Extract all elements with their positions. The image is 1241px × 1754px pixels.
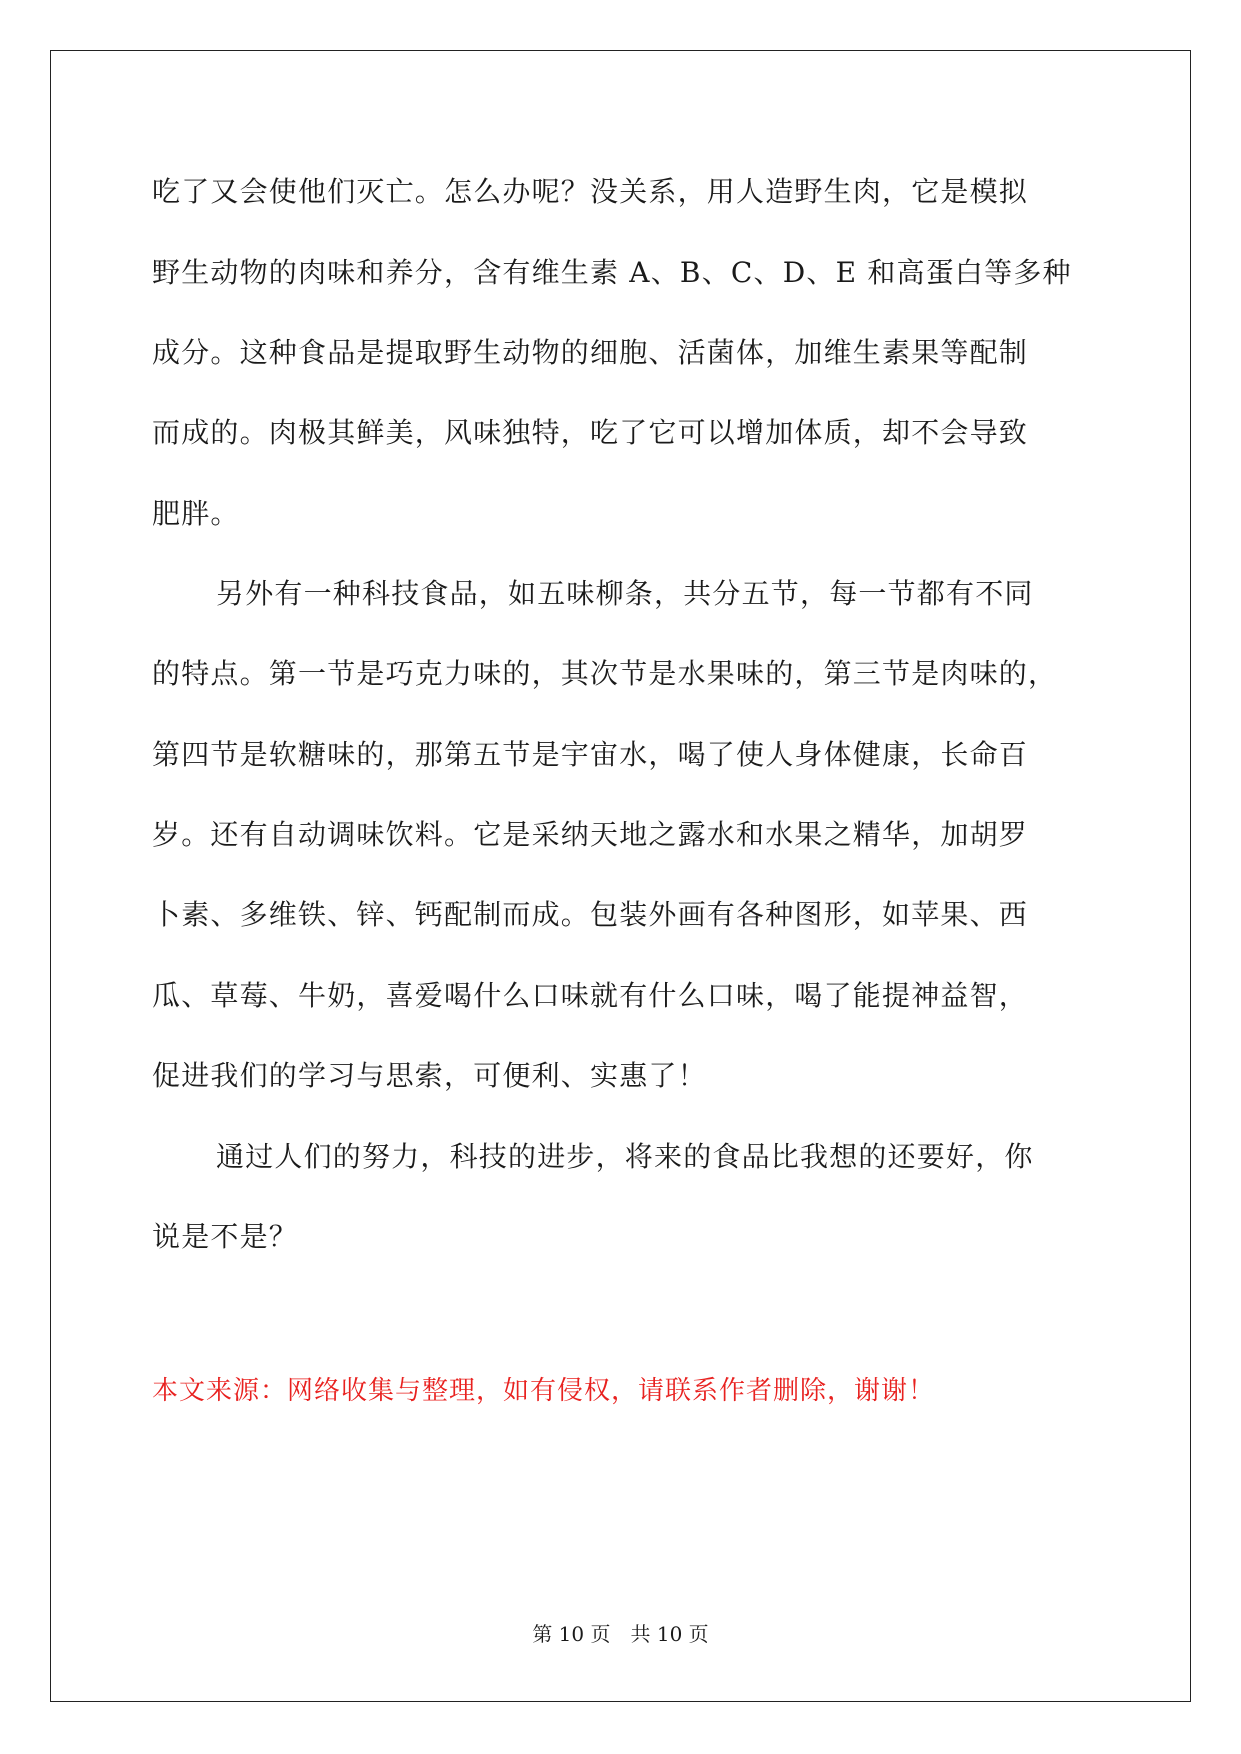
paragraph-line: 野生动物的肉味和养分，含有维生素 A、B、C、D、E 和高蛋白等多种 <box>152 256 1072 289</box>
page-number-footer: 第 10 页 共 10 页 <box>532 1622 709 1646</box>
paragraph-line: 瓜、草莓、牛奶，喜爱喝什么口味就有什么口味，喝了能提神益智， <box>152 979 1029 1012</box>
paragraph-line: 卜素、多维铁、锌、钙配制而成。包装外画有各种图形，如苹果、西 <box>152 898 1029 931</box>
paragraph-line: 另外有一种科技食品，如五味柳条，共分五节，每一节都有不同 <box>216 577 1034 610</box>
paragraph-line: 而成的。肉极其鲜美，风味独特，吃了它可以增加体质，却不会导致 <box>152 416 1029 449</box>
paragraph-line: 第四节是软糖味的，那第五节是宇宙水，喝了使人身体健康，长命百 <box>152 738 1029 771</box>
paragraph-line: 吃了又会使他们灭亡。怎么办呢？没关系，用人造野生肉，它是模拟 <box>152 175 1029 208</box>
paragraph-line: 促进我们的学习与思索，可便利、实惠了！ <box>152 1059 707 1092</box>
paragraph-line: 岁。还有自动调味饮料。它是采纳天地之露水和水果之精华，加胡罗 <box>152 818 1029 851</box>
page-border <box>50 50 1191 1702</box>
paragraph-line: 的特点。第一节是巧克力味的，其次节是水果味的，第三节是肉味的， <box>152 657 1058 690</box>
paragraph-line: 成分。这种食品是提取野生动物的细胞、活菌体，加维生素果等配制 <box>152 336 1029 369</box>
source-note: 本文来源：网络收集与整理，如有侵权，请联系作者删除，谢谢！ <box>152 1376 936 1406</box>
paragraph-line: 肥胖。 <box>152 497 240 530</box>
paragraph-line: 通过人们的努力，科技的进步，将来的食品比我想的还要好，你 <box>216 1140 1034 1173</box>
paragraph-line: 说是不是？ <box>152 1220 299 1253</box>
